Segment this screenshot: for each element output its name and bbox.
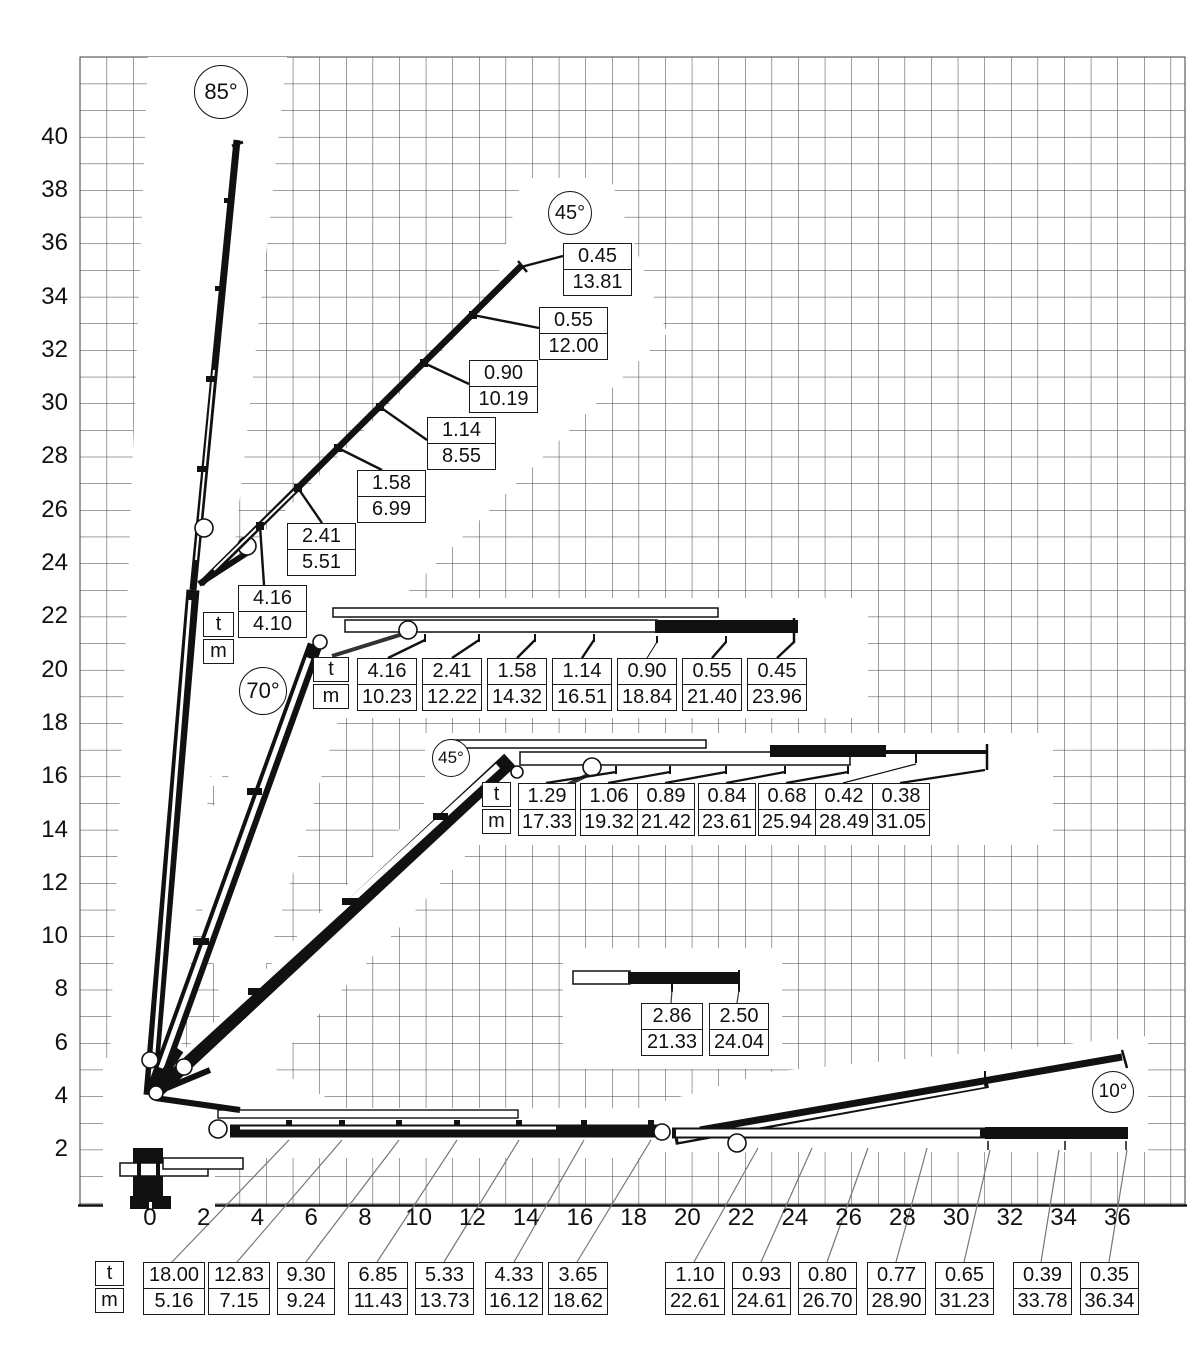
y-axis-tick-label: 32	[41, 335, 68, 363]
load-tonnes: 1.58	[358, 471, 425, 497]
load-tonnes: 12.83	[209, 1263, 269, 1289]
load-tonnes: 0.55	[683, 659, 741, 685]
callout-box	[665, 1262, 725, 1315]
load-tonnes: 2.50	[710, 1004, 768, 1030]
load-tonnes: 1.14	[428, 418, 495, 444]
y-axis-tick-label: 18	[41, 708, 68, 736]
load-tonnes: 0.45	[564, 244, 631, 270]
outreach-m: 5.51	[302, 551, 341, 573]
outreach-m: 21.42	[640, 811, 692, 833]
callout-box	[422, 658, 482, 711]
callout-box	[357, 470, 426, 523]
outreach-m: 9.24	[286, 1290, 326, 1312]
callout-box	[747, 658, 807, 711]
outreach-m: 12.22	[426, 686, 478, 708]
outreach-m: 16.12	[488, 1290, 540, 1312]
y-axis-tick-label: 10	[41, 922, 68, 950]
y-axis-tick-label: 2	[54, 1135, 68, 1163]
callout-box	[415, 1262, 474, 1315]
x-axis-tick-label: 2	[196, 1204, 211, 1231]
outreach-m: 28.49	[818, 811, 870, 833]
unit-t: t	[482, 782, 511, 807]
callout-box	[563, 243, 632, 296]
outreach-m: 19.32	[583, 811, 635, 833]
x-axis-tick-label: 4	[250, 1204, 265, 1231]
y-axis-labels	[18, 110, 68, 1176]
callout-box	[732, 1262, 791, 1315]
outreach-m: 26.70	[802, 1290, 853, 1312]
callout-box	[641, 1003, 703, 1056]
x-axis-tick-label: 12	[459, 1204, 486, 1231]
outreach-m: 17.33	[521, 811, 573, 833]
angle-label: 85°	[204, 79, 238, 104]
unit-legend-upper45	[203, 612, 234, 664]
outreach-m: 10.19	[478, 388, 529, 410]
load-tonnes: 0.38	[873, 784, 929, 810]
unit-m: m	[482, 809, 511, 834]
callout-box	[208, 1262, 270, 1315]
load-tonnes: 4.16	[239, 586, 306, 612]
outreach-m: 7.15	[219, 1290, 259, 1312]
load-tonnes: 2.41	[288, 524, 355, 550]
load-tonnes: 2.41	[423, 659, 481, 685]
outreach-m: 24.61	[736, 1290, 787, 1312]
load-tonnes: 0.89	[638, 784, 694, 810]
outreach-m: 28.90	[871, 1290, 922, 1312]
outreach-m: 21.40	[686, 686, 738, 708]
outreach-m: 31.05	[875, 811, 927, 833]
outreach-m: 10.23	[361, 686, 413, 708]
load-tonnes: 0.90	[470, 361, 537, 387]
x-axis-tick-label: 16	[566, 1204, 594, 1231]
outreach-m: 6.99	[372, 498, 411, 520]
unit-m: m	[203, 639, 234, 664]
outreach-m: 23.61	[701, 811, 753, 833]
load-tonnes: 0.55	[540, 308, 607, 334]
load-tonnes: 1.10	[666, 1263, 724, 1289]
load-tonnes: 1.14	[553, 659, 611, 685]
callout-box	[487, 658, 547, 711]
load-tonnes: 1.58	[488, 659, 546, 685]
outreach-m: 18.62	[552, 1290, 604, 1312]
y-axis-tick-label: 20	[41, 655, 68, 683]
y-axis-tick-label: 14	[41, 815, 68, 843]
load-tonnes: 1.06	[581, 784, 637, 810]
angle-label: 70°	[246, 678, 280, 703]
load-tonnes: 0.84	[699, 784, 755, 810]
outreach-m: 8.55	[442, 445, 481, 467]
load-tonnes: 1.29	[519, 784, 575, 810]
x-axis-tick-label: 8	[358, 1204, 372, 1231]
callout-box	[758, 783, 816, 836]
y-axis-tick-label: 38	[41, 175, 68, 203]
angle-label: 10°	[1098, 1081, 1128, 1102]
callout-box	[1080, 1262, 1139, 1315]
x-axis-labels	[123, 1204, 1144, 1232]
callout-box	[709, 1003, 769, 1056]
angle-badge-10	[1092, 1071, 1134, 1113]
outreach-m: 18.84	[621, 686, 673, 708]
load-tonnes: 5.33	[416, 1263, 473, 1289]
x-axis-tick-label: 30	[942, 1204, 970, 1231]
callout-box	[277, 1262, 335, 1315]
callout-box	[485, 1262, 543, 1315]
x-axis-tick-label: 26	[835, 1204, 862, 1231]
load-tonnes: 2.86	[642, 1004, 702, 1030]
callout-box	[238, 585, 307, 638]
callout-box	[798, 1262, 857, 1315]
load-tonnes: 18.00	[144, 1263, 204, 1289]
y-axis-tick-label: 6	[54, 1028, 68, 1056]
outreach-m: 11.43	[353, 1290, 403, 1312]
x-axis-tick-label: 0	[143, 1204, 157, 1231]
unit-legend-70	[313, 657, 349, 709]
load-tonnes: 0.45	[748, 659, 806, 685]
callout-box	[143, 1262, 205, 1315]
load-tonnes: 0.77	[868, 1263, 925, 1289]
callout-box	[698, 783, 756, 836]
callout-box	[518, 783, 576, 836]
load-tonnes: 0.35	[1081, 1263, 1138, 1289]
load-tonnes: 9.30	[278, 1263, 334, 1289]
load-tonnes: 0.42	[816, 784, 872, 810]
unit-t: t	[95, 1261, 124, 1286]
callout-box	[617, 658, 677, 711]
outreach-m: 12.00	[548, 335, 599, 357]
callout-box	[469, 360, 538, 413]
y-axis-tick-label: 22	[41, 602, 68, 630]
angle-label: 45°	[438, 748, 464, 767]
callout-box	[552, 658, 612, 711]
load-tonnes: 0.65	[936, 1263, 993, 1289]
callout-box	[637, 783, 695, 836]
callout-box	[287, 523, 356, 576]
x-axis-tick-label: 32	[996, 1204, 1024, 1231]
unit-legend-bottom	[95, 1261, 124, 1313]
y-axis-tick-label: 28	[41, 442, 68, 470]
load-tonnes: 0.90	[618, 659, 676, 685]
load-tonnes: 0.93	[733, 1263, 790, 1289]
x-axis-tick-label: 36	[1104, 1204, 1131, 1231]
outreach-m: 22.61	[669, 1290, 721, 1312]
y-axis-tick-label: 24	[41, 549, 68, 577]
load-tonnes: 0.80	[799, 1263, 856, 1289]
outreach-m: 5.16	[154, 1290, 194, 1312]
x-axis-tick-label: 10	[405, 1204, 432, 1231]
load-tonnes: 0.68	[759, 784, 815, 810]
outreach-m: 13.81	[572, 271, 623, 293]
outreach-m: 24.04	[713, 1031, 765, 1053]
outreach-m: 21.33	[646, 1031, 698, 1053]
x-axis-tick-label: 22	[727, 1204, 755, 1231]
y-axis-tick-label: 16	[41, 762, 68, 790]
y-axis-tick-label: 34	[41, 282, 68, 310]
unit-t: t	[203, 612, 234, 637]
x-axis-tick-label: 28	[889, 1204, 916, 1231]
callout-box	[539, 307, 608, 360]
outreach-m: 25.94	[761, 811, 813, 833]
x-axis-tick-label: 14	[512, 1204, 540, 1231]
x-axis-tick-label: 20	[674, 1204, 701, 1231]
outreach-m: 33.78	[1017, 1290, 1068, 1312]
callout-box	[867, 1262, 926, 1315]
unit-legend-lower45	[482, 782, 511, 834]
x-axis-tick-label: 34	[1050, 1204, 1077, 1231]
outreach-m: 31.23	[939, 1290, 990, 1312]
outreach-m: 36.34	[1084, 1290, 1135, 1312]
y-axis-tick-label: 30	[41, 389, 68, 417]
callout-box	[548, 1262, 608, 1315]
callout-box	[348, 1262, 408, 1315]
callout-box	[815, 783, 873, 836]
load-tonnes: 4.33	[486, 1263, 542, 1289]
y-axis-tick-label: 40	[41, 122, 68, 150]
angle-label: 45°	[554, 201, 586, 224]
callout-box	[427, 417, 496, 470]
callout-box	[682, 658, 742, 711]
callout-box	[1013, 1262, 1072, 1315]
outreach-m: 4.10	[253, 613, 292, 635]
outreach-m: 16.51	[556, 686, 608, 708]
callout-box	[872, 783, 930, 836]
load-tonnes: 4.16	[358, 659, 416, 685]
load-tonnes: 3.65	[549, 1263, 607, 1289]
y-axis-tick-label: 8	[54, 975, 68, 1003]
angle-badge-85	[194, 65, 248, 119]
callout-box	[935, 1262, 994, 1315]
y-axis-tick-label: 4	[54, 1081, 68, 1109]
y-axis-tick-label: 26	[41, 495, 68, 523]
unit-m: m	[313, 684, 349, 709]
x-axis-tick-label: 18	[620, 1204, 647, 1231]
outreach-m: 23.96	[751, 686, 803, 708]
callout-box	[357, 658, 417, 711]
outreach-m: 14.32	[491, 686, 543, 708]
load-tonnes: 0.39	[1014, 1263, 1071, 1289]
angle-badge-70	[239, 667, 287, 715]
load-tonnes: 6.85	[349, 1263, 407, 1289]
outreach-m: 13.73	[419, 1290, 470, 1312]
y-axis-tick-label: 12	[41, 868, 68, 896]
x-axis-tick-label: 24	[781, 1204, 809, 1231]
angle-badge-45-lower	[432, 739, 470, 777]
x-axis-tick-label: 6	[304, 1204, 318, 1231]
unit-t: t	[313, 657, 349, 682]
y-axis-tick-label: 36	[41, 229, 68, 257]
callout-box	[580, 783, 638, 836]
angle-badge-45-upper	[548, 191, 592, 235]
unit-m: m	[95, 1288, 124, 1313]
